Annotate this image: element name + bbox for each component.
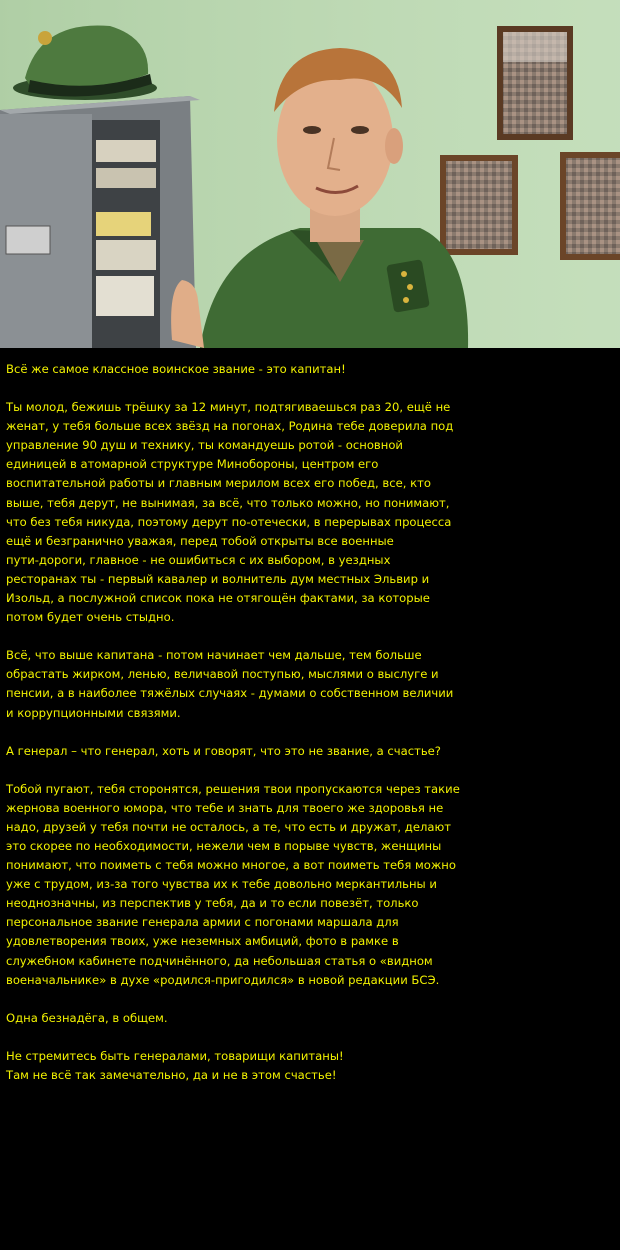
captain-illustration (0, 0, 620, 348)
text-panel (0, 348, 620, 1250)
paragraph-general-line: военачальнике» в духе «родился-пригодился» в новой редакции БСЭ. (6, 972, 440, 987)
paragraph-intro: Всё же самое классное воинское звание - это капитан! (6, 362, 346, 376)
paragraph-general-line: Тобой пугают, тебя сторонятся, решения твои пропускаются через такие (6, 781, 460, 796)
paragraph-captain-line: Изольд, а послужной список пока не отягощён фактами, за которые (6, 591, 430, 606)
paragraph-captain-line: потом будет очень стыдно. (6, 610, 175, 625)
paragraph-hopelessness: Одна безнадёга, в общем. (6, 1010, 168, 1025)
paragraph-captain-line: женат, у тебя больше всех звёзд на погонах, Родина тебе доверила под (6, 419, 454, 434)
paragraph-captain-line: Ты молод, бежишь трёшку за 12 минут, подтягиваешься раз 20, ещё не (6, 400, 451, 415)
paragraph-general-line: уже с трудом, из-за того чувства их к тебе довольно меркантильны и (6, 877, 437, 892)
paragraph-general-line: персональное звание генерала армии с погонами маршала для (6, 915, 399, 930)
paragraph-conclusion-line: Не стремитесь быть генералами, товарищи капитаны! (6, 1048, 344, 1063)
paragraph-general-line: понимают, что поиметь с тебя можно многое, а вот поиметь тебя можно (6, 858, 456, 873)
paragraph-above-captain-line: обрастать жирком, ленью, величавой поступью, мыслями о выслуге и (6, 667, 439, 682)
paragraph-captain-line: управление 90 душ и технику, ты командуешь ротой - основной (6, 438, 403, 453)
paragraph-general-line: удовлетворения твоих, уже неземных амбиций, фото в рамке в (6, 934, 399, 949)
paragraph-captain-line: воспитательной работы и главным мерилом всех его побед, все, кто (6, 476, 431, 491)
paragraph-captain-line: ресторанах ты - первый кавалер и волнитель дум местных Эльвир и (6, 571, 430, 586)
paragraph-captain-line: выше, тебя дерут, не вынимая, за всё, что только можно, но понимают, (6, 495, 450, 510)
paragraph-general-question: А генерал – что генерал, хоть и говорят, что это не звание, а счастье? (6, 743, 441, 758)
paragraph-captain-line: ещё и безгранично уважая, перед тобой открыты все военные (6, 533, 394, 548)
paragraph-general-line: служебном кабинете подчинённого, да небольшая статья о «видном (6, 953, 433, 968)
paragraph-above-captain-line: Всё, что выше капитана - потом начинает чем дальше, тем больше (6, 648, 422, 663)
paragraph-above-captain-line: и коррупционными связями. (6, 705, 181, 720)
paragraph-general-line: это скорее по необходимости, нежели чем в порыве чувств, женщины (6, 838, 442, 853)
paragraph-above-captain-line: пенсии, а в наиболее тяжёлых случаях - думами о собственном величии (6, 686, 454, 701)
paragraph-captain-line: пути-дороги, главное - не ошибиться с их выбором, в уездных (6, 552, 391, 567)
paragraph-conclusion-line: Там не всё так замечательно, да и не в этом счастье! (6, 1067, 337, 1082)
paragraph-captain-line: единицей в атомарной структуре Минобороны, центром его (6, 457, 379, 472)
paragraph-captain-line: что без тебя никуда, поэтому дерут по-отечески, в перерывах процесса (6, 514, 452, 529)
paragraph-general-line: надо, друзей у тебя почти не осталось, а те, что есть и дружат, делают (6, 819, 451, 834)
paragraph-general-line: неоднозначны, из перспектив у тебя, да и то если повезёт, только (6, 896, 419, 911)
paragraph-general-line: жернова военного юмора, что тебе и знать для твоего же здоровья не (6, 800, 444, 815)
